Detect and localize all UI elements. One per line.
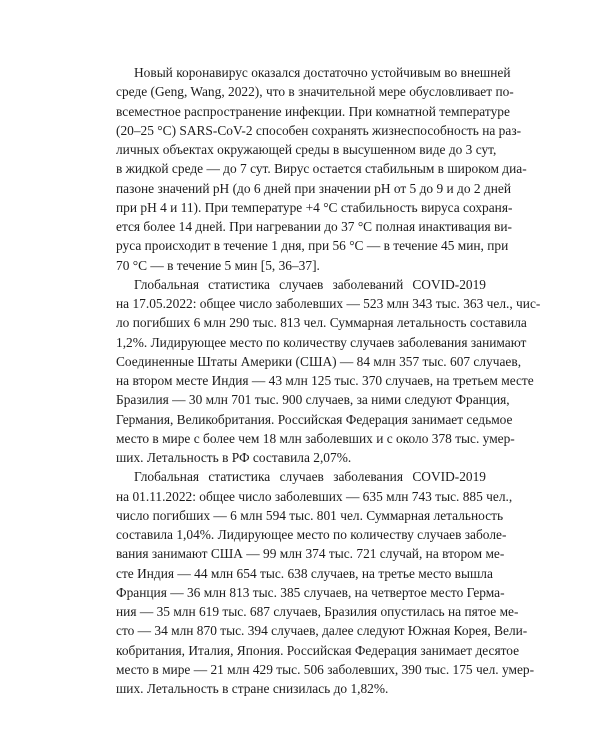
text-line: составила 1,04%. Лидирующее место по количеству случаев заболе- xyxy=(116,527,507,542)
text-line: на 01.11.2022: общее число заболевших — 635 млн 743 тыс. 885 чел., xyxy=(116,488,513,504)
paragraph-statistics-may-2022 xyxy=(116,275,541,468)
text-line: на втором месте Индия — 43 млн 125 тыс. 370 случаев, на третьем месте xyxy=(116,373,534,388)
text-line: сто — 34 млн 870 тыс. 394 случаев, далее следуют Южная Корея, Вели- xyxy=(116,623,528,639)
paragraph-virus-stability xyxy=(116,63,527,275)
text-line: всеместное распространение инфекции. При комнатной температуре xyxy=(116,103,510,119)
text-line: в жидкой среде — до 7 сут. Вирус остается стабильным в широком диа- xyxy=(116,161,527,177)
text-line: на 17.05.2022: общее число заболевших — 523 млн 343 тыс. 363 чел., чис- xyxy=(116,296,541,311)
body-text xyxy=(116,63,541,698)
text-line: Глобальная статистика случаев заболевания COVID-2019 xyxy=(134,469,486,485)
text-line: личных объектах окружающей среды в высушенном виде до 3 сут, xyxy=(116,142,497,157)
text-line: среде (Geng, Wang, 2022), что в значительной мере обусловливает по- xyxy=(116,84,514,100)
text-line: место в мире с более чем 18 млн заболевших и с около 378 тыс. умер- xyxy=(116,430,515,446)
text-line: 70 °С — в течение 5 мин [5, 36–37]. xyxy=(116,257,320,273)
text-line: пазоне значений pH (до 6 дней при значении pH от 5 до 9 и до 2 дней xyxy=(116,180,512,196)
text-line: руса происходит в течение 1 дня, при 56 °С — в течение 45 мин, при xyxy=(116,238,509,254)
text-line: Германия, Великобритания. Российская Федерация занимает седьмое xyxy=(116,411,513,427)
text-line: Глобальная статистика случаев заболеваний COVID-2019 xyxy=(134,276,486,292)
text-line: Бразилия — 30 млн 701 тыс. 900 случаев, за ними следуют Франция, xyxy=(116,392,510,408)
text-line: вания занимают США — 99 млн 374 тыс. 721 случай, на втором ме- xyxy=(116,546,505,562)
text-line: 1,2%. Лидирующее место по количеству случаев заболевания занимают xyxy=(116,334,527,350)
text-line: ших. Летальность в РФ составила 2,07%. xyxy=(116,450,352,465)
text-line: Соединенные Штаты Америки (США) — 84 млн 357 тыс. 607 случаев, xyxy=(116,353,522,369)
text-line: ется более 14 дней. При нагревании до 37 °С полная инактивация ви- xyxy=(116,219,512,234)
paragraph-statistics-november-2022 xyxy=(116,467,535,698)
text-line: сте Индия — 44 млн 654 тыс. 638 случаев, на третье место вышла xyxy=(116,565,493,581)
text-line: при pH 4 и 11). При температуре +4 °С стабильность вируса сохраня- xyxy=(116,199,513,215)
text-line: Франция — 36 млн 813 тыс. 385 случаев, на четвертое место Герма- xyxy=(116,584,505,600)
text-line: число погибших — 6 млн 594 тыс. 801 чел. Суммарная летальность xyxy=(116,507,504,523)
text-line: ших. Летальность в стране снизилась до 1,82%. xyxy=(116,681,389,696)
text-line: кобритания, Италия, Япония. Российская Федерация занимает десятое xyxy=(116,642,520,658)
text-line: ло погибших 6 млн 290 тыс. 813 чел. Суммарная летальность составила xyxy=(116,315,527,331)
text-line: Новый коронавирус оказался достаточно устойчивым во внешней xyxy=(134,65,511,80)
text-line: ния — 35 млн 619 тыс. 687 случаев, Бразилия опустилась на пятое ме- xyxy=(116,604,519,619)
text-line: место в мире — 21 млн 429 тыс. 506 заболевших, 390 тыс. 175 чел. умер- xyxy=(116,661,535,677)
text-line: (20–25 °С) SARS-CoV-2 способен сохранять жизнеспособность на раз- xyxy=(116,122,522,138)
